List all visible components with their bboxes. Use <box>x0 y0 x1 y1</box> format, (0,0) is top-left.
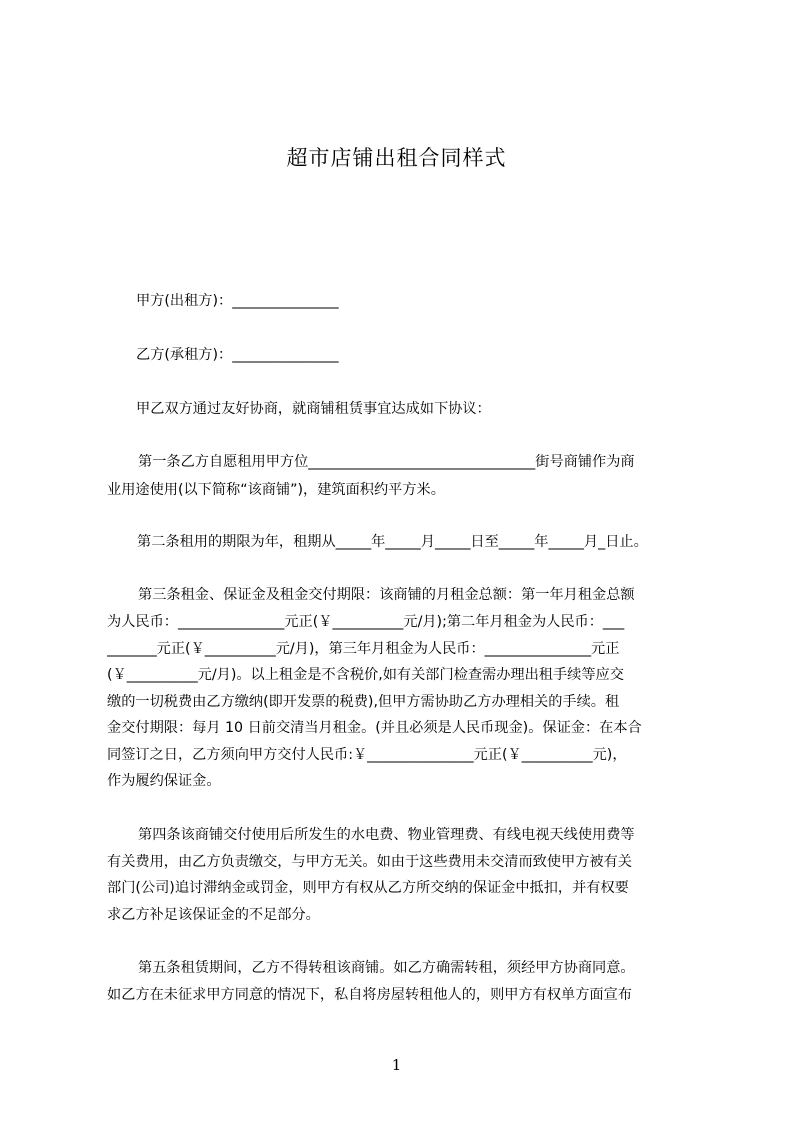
document-title: 超市店铺出租合同样式 <box>286 146 507 170</box>
article-3-line-1: 第三条租金、保证金及租金交付期限：该商铺的月租金总额：第一年月租金总额 <box>138 587 635 603</box>
page-number: 1 <box>391 1056 402 1074</box>
article-1-line-2: 业用途使用(以下简称“该商铺”)，建筑面积约平方米。 <box>107 482 445 498</box>
party-b-line: 乙方(承租方)：_______________ <box>136 347 339 363</box>
article-5-line-1: 第五条租赁期间，乙方不得转租该商铺。如乙方确需转租，须经甲方协商同意。 <box>138 960 635 976</box>
party-a-line: 甲方(出租方)：_______________ <box>136 293 339 309</box>
article-3-line-4: (￥__________元/月)。以上租金是不含税价,如有关部门检查需办理出租手续等应交 <box>107 667 624 683</box>
article-3-line-2: 为人民币：_______________元正(￥__________元/月);第二年月租金为人民币：___ <box>107 614 625 630</box>
agreement-intro-line: 甲乙双方通过友好协商，就商铺租赁事宜达成如下协议： <box>136 401 491 417</box>
article-4-line-4: 求乙方补足该保证金的不足部分。 <box>107 907 320 923</box>
article-4-line-2: 有关费用，由乙方负责缴交，与甲方无关。如由于这些费用未交清而致使甲方被有关 <box>107 854 632 870</box>
article-3-line-6: 金交付期限：每月 10 日前交清当月租金。(并且必须是人民币现金)。保证金：在本合 <box>107 720 642 736</box>
article-1-line-1: 第一条乙方自愿租用甲方位________________________________街号商铺作为商 <box>138 454 635 470</box>
article-4-line-1: 第四条该商铺交付使用后所发生的水电费、物业管理费、有线电视天线使用费等 <box>138 827 635 843</box>
article-4-line-3: 部门(公司)追讨滞纳金或罚金，则甲方有权从乙方所交纳的保证金中抵扣，并有权要 <box>107 880 629 896</box>
article-3-line-3: _______元正(￥__________元/月)，第三年月租金为人民币：_______________元正 <box>107 641 620 657</box>
article-2-line: 第二条租用的期限为年，租期从_____年_____月_____日至_____年_____月_日止。 <box>137 534 648 550</box>
article-3-line-8: 作为履约保证金。 <box>107 773 221 789</box>
article-5-line-2: 如乙方在未征求甲方同意的情况下，私自将房屋转租他人的，则甲方有权单方面宣布 <box>107 987 632 1003</box>
article-3-line-5: 缴的一切税费由乙方缴纳(即开发票的税费),但甲方需协助乙方办理相关的手续。租 <box>107 694 620 710</box>
article-3-line-7: 同签订之日，乙方须向甲方交付人民币:￥_______________元正(￥__________元)， <box>107 747 627 763</box>
